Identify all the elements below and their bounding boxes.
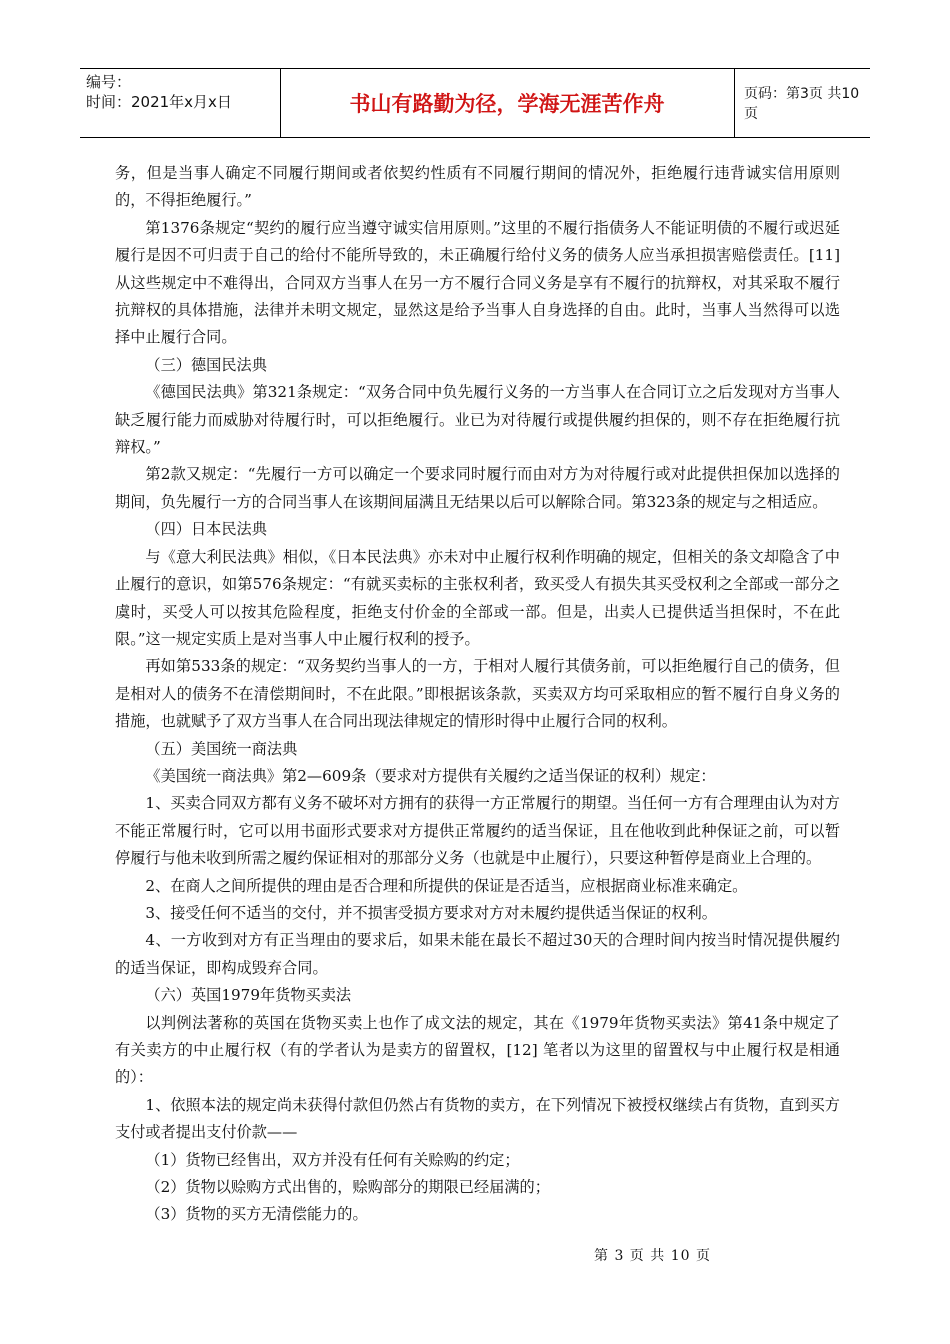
paragraph: 第1376条规定“契约的履行应当遵守诚实信用原则。”这里的不履行指债务人不能证明债的不履行或迟延履行是因不可归责于自己的给付不能所导致的，未正确履行给付义务的债务人应当承担损害赔偿责任。[11] 从这些规定中不难得出，合同双方当事人在另一方不履行合同义务是享有不履行的抗辩权，对其采取不履行抗辩权的具体措施，法律并未明文规定，显然这是给予当事人自身选择的自由。此时，当事人当然得可以选择中止履行合同。 [115,218,840,347]
paragraph: 2、在商人之间所提供的理由是否合理和所提供的保证是否适当，应根据商业标准来确定。 [145,876,748,895]
paragraph: （五）美国统一商法典 [145,739,298,758]
paragraph: 3、接受任何不适当的交付，并不损害受损方要求对方对未履约提供适当保证的权利。 [145,903,717,922]
header-left-cell [80,69,281,137]
paragraph: 再如第533条的规定：“双务契约当事人的一方，于相对人履行其债务前，可以拒绝履行自己的债务，但是相对人的债务不在清偿期间时，不在此限。”即根据该条款，买卖双方均可采取相应的暂不履行自身义务的措施，也就赋予了双方当事人在合同出现法律规定的情形时得中止履行合同的权利。 [115,657,840,731]
header-page-code: 页码：第3页 共10页 [734,69,870,137]
page-header [80,68,870,138]
document-body [115,160,840,1229]
paragraph: 4、一方收到对方有正当理由的要求后，如果未能在最长不超过30天的合理时间内按当时情况提供履约的适当保证，即构成毁弃合同。 [115,931,840,977]
paragraph: 以判例法著称的英国在货物买卖上也作了成文法的规定，其在《1979年货物买卖法》第41条中规定了有关卖方的中止履行权（有的学者认为是卖方的留置权，[12] 笔者以为这里的留置权与中止履行权是相通的）： [115,1013,840,1087]
time-label: 时间：2021年x月x日 [86,93,232,111]
paragraph: （2）货物以赊购方式出售的，赊购部分的期限已经届满的； [145,1178,550,1197]
header-motto: 书山有路勤为径，学海无涯苦作舟 [349,92,665,116]
code-label: 编号： [86,73,132,91]
paragraph: 《美国统一商法典》第2—609条（要求对方提供有关履约之适当保证的权利）规定： [145,766,716,785]
paragraph: 第2款又规定：“先履行一方可以确定一个要求同时履行而由对方为对待履行或对此提供担保加以选择的期间，负先履行一方的合同当事人在该期间届满且无结果以后可以解除合同。第323条的规定与之相适应。 [115,465,840,511]
page-footer: 第 3 页 共 10 页 [594,1248,711,1264]
paragraph: 与《意大利民法典》相似，《日本民法典》亦未对中止履行权利作明确的规定，但相关的条文却隐含了中止履行的意识，如第576条规定：“有就买卖标的主张权利者，致买受人有损失其买受权利之全部或一部分之虞时，买受人可以按其危险程度，拒绝支付价金的全部或一部。但是，出卖人已提供适当担保时，不在此限。”这一规定实质上是对当事人中止履行权利的授予。 [115,547,840,648]
paragraph: （三）德国民法典 [145,355,267,374]
paragraph: （1）货物已经售出，双方并没有任何有关赊购的约定； [145,1150,520,1169]
paragraph: （四）日本民法典 [145,520,267,539]
paragraph: （3）货物的买方无清偿能力的。 [145,1205,368,1224]
paragraph: 1、依照本法的规定尚未获得付款但仍然占有货物的卖方，在下列情况下被授权继续占有货物，直到买方支付或者提出支付价款—— [115,1095,840,1142]
paragraph: （六）英国1979年货物买卖法 [145,986,352,1005]
paragraph: 1、买卖合同双方都有义务不破坏对方拥有的获得一方正常履行的期望。当任何一方有合理理由认为对方不能正常履行时，它可以用书面形式要求对方提供正常履约的适当保证，且在他收到此种保证之前，可以暂停履行与他未收到所需之履约保证相对的那部分义务（也就是中止履行），只要这种暂停是商业上合理的。 [115,794,840,868]
paragraph: 《德国民法典》第321条规定：“双务合同中负先履行义务的一方当事人在合同订立之后发现对方当事人缺乏履行能力而威胁对待履行时，可以拒绝履行。业已为对待履行或提供履约担保的，则不存在拒绝履行抗辩权。” [115,383,840,457]
paragraph: 务，但是当事人确定不同履行期间或者依契约性质有不同履行期间的情况外，拒绝履行违背诚实信用原则的，不得拒绝履行。” [115,164,840,210]
